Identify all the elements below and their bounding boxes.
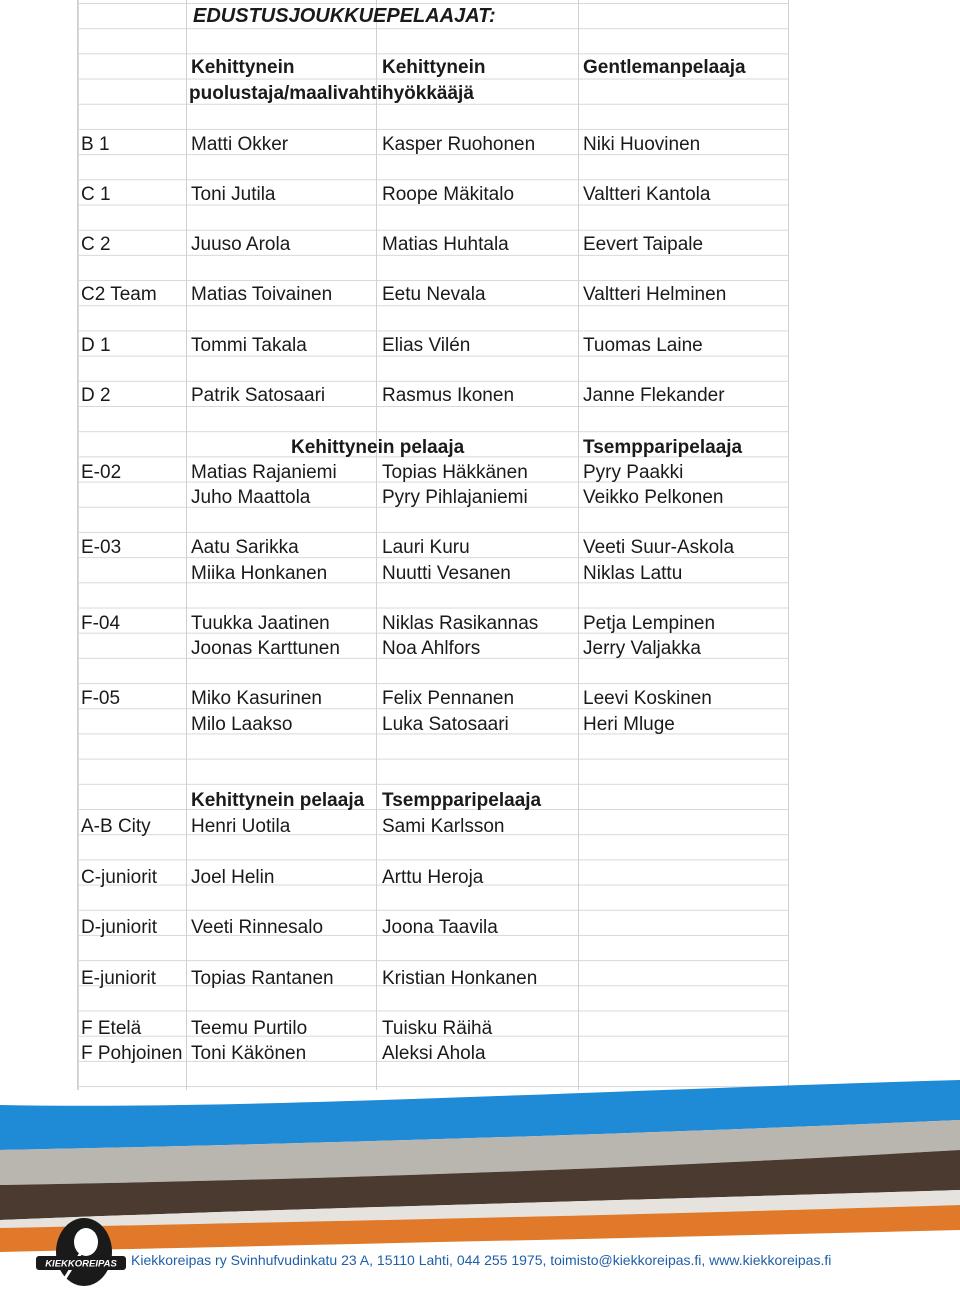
team-label: F Pohjoinen bbox=[81, 1043, 183, 1064]
column-header: Tsempparipelaaja bbox=[382, 790, 542, 811]
column-header: Kehittynein pelaaja bbox=[291, 437, 465, 458]
column-header: puolustaja/maalivahti bbox=[189, 83, 383, 104]
team-label: C-juniorit bbox=[81, 867, 158, 888]
player-name: Kristian Honkanen bbox=[382, 968, 538, 989]
player-name: Eevert Taipale bbox=[583, 234, 704, 255]
column-header: hyökkääjä bbox=[382, 83, 474, 104]
player-name: Elias Vilén bbox=[382, 335, 471, 356]
column-header: Tsempparipelaaja bbox=[583, 437, 743, 458]
player-name: Tuisku Räihä bbox=[382, 1018, 493, 1039]
player-name: Joonas Karttunen bbox=[191, 638, 340, 659]
kiekkoreipas-logo bbox=[34, 1212, 128, 1296]
team-label: C 2 bbox=[81, 234, 111, 255]
player-name: Sami Karlsson bbox=[382, 816, 505, 837]
player-name: Kasper Ruohonen bbox=[382, 134, 536, 155]
team-label: E-02 bbox=[81, 462, 122, 483]
player-name: Valtteri Kantola bbox=[583, 184, 711, 205]
player-name: Matias Toivainen bbox=[191, 284, 333, 305]
player-name: Milo Laakso bbox=[191, 714, 293, 735]
player-name: Toni Käkönen bbox=[191, 1043, 307, 1064]
team-label: A-B City bbox=[81, 816, 151, 837]
player-name: Henri Uotila bbox=[191, 816, 291, 837]
player-name: Lauri Kuru bbox=[382, 537, 470, 558]
team-label: C 1 bbox=[81, 184, 111, 205]
player-name: Tuomas Laine bbox=[583, 335, 703, 356]
player-name: Jerry Valjakka bbox=[583, 638, 701, 659]
column-header: Gentlemanpelaaja bbox=[583, 57, 746, 78]
player-name: Joel Helin bbox=[191, 867, 275, 888]
team-label: B 1 bbox=[81, 134, 110, 155]
player-name: Joona Taavila bbox=[382, 917, 498, 938]
column-header: Kehittynein bbox=[382, 57, 486, 78]
team-label: D-juniorit bbox=[81, 917, 158, 938]
team-label: D 2 bbox=[81, 385, 111, 406]
player-name: Topias Rantanen bbox=[191, 968, 334, 989]
column-divider bbox=[186, 0, 187, 1090]
player-name: Matias Huhtala bbox=[382, 234, 509, 255]
player-name: Pyry Pihlajaniemi bbox=[382, 487, 528, 508]
team-label: F-04 bbox=[81, 613, 121, 634]
player-name: Juuso Arola bbox=[191, 234, 291, 255]
player-name: Veikko Pelkonen bbox=[583, 487, 724, 508]
team-label: C2 Team bbox=[81, 284, 157, 305]
player-name: Tommi Takala bbox=[191, 335, 307, 356]
player-name: Janne Flekander bbox=[583, 385, 725, 406]
player-name: Arttu Heroja bbox=[382, 867, 484, 888]
player-name: Veeti Suur-Askola bbox=[583, 537, 735, 558]
team-label: D 1 bbox=[81, 335, 111, 356]
logo-lettering: KIEKKOREIPAS bbox=[45, 1258, 117, 1270]
player-name: Aleksi Ahola bbox=[382, 1043, 486, 1064]
team-label: F-05 bbox=[81, 688, 121, 709]
player-name: Miika Honkanen bbox=[191, 563, 328, 584]
column-divider bbox=[578, 0, 579, 1090]
player-name: Heri Mluge bbox=[583, 714, 675, 735]
player-name: Miko Kasurinen bbox=[191, 688, 322, 709]
player-name: Rasmus Ikonen bbox=[382, 385, 515, 406]
team-label: F Etelä bbox=[81, 1018, 142, 1039]
footer-contact: Kiekkoreipas ry Svinhufvudinkatu 23 A, 15110 Lahti, 044 255 1975, toimisto@kiekkoreipas.fi, www.kiekkoreipas.fi bbox=[131, 1252, 832, 1268]
player-name: Eetu Nevala bbox=[382, 284, 486, 305]
column-divider bbox=[376, 0, 377, 1090]
player-name: Niki Huovinen bbox=[583, 134, 701, 155]
column-header: Kehittynein bbox=[191, 57, 295, 78]
player-name: Niklas Lattu bbox=[583, 563, 683, 584]
player-name: Aatu Sarikka bbox=[191, 537, 299, 558]
page-title: EDUSTUSJOUKKUEPELAAJAT: bbox=[193, 5, 496, 27]
player-name: Topias Häkkänen bbox=[382, 462, 528, 483]
player-name: Veeti Rinnesalo bbox=[191, 917, 324, 938]
player-name: Toni Jutila bbox=[191, 184, 276, 205]
player-name: Noa Ahlfors bbox=[382, 638, 481, 659]
team-label: E-juniorit bbox=[81, 968, 156, 989]
player-name: Leevi Koskinen bbox=[583, 688, 712, 709]
player-name: Pyry Paakki bbox=[583, 462, 684, 483]
player-name: Tuukka Jaatinen bbox=[191, 613, 330, 634]
column-header: Kehittynein pelaaja bbox=[191, 790, 365, 811]
player-name: Luka Satosaari bbox=[382, 714, 509, 735]
player-name: Teemu Purtilo bbox=[191, 1018, 308, 1039]
team-label: E-03 bbox=[81, 537, 122, 558]
player-name: Patrik Satosaari bbox=[191, 385, 326, 406]
player-name: Petja Lempinen bbox=[583, 613, 716, 634]
player-name: Nuutti Vesanen bbox=[382, 563, 511, 584]
player-name: Roope Mäkitalo bbox=[382, 184, 515, 205]
player-name: Matias Rajaniemi bbox=[191, 462, 337, 483]
player-name: Niklas Rasikannas bbox=[382, 613, 539, 634]
player-name: Juho Maattola bbox=[191, 487, 311, 508]
player-name: Felix Pennanen bbox=[382, 688, 515, 709]
player-name: Valtteri Helminen bbox=[583, 284, 727, 305]
player-name: Matti Okker bbox=[191, 134, 289, 155]
